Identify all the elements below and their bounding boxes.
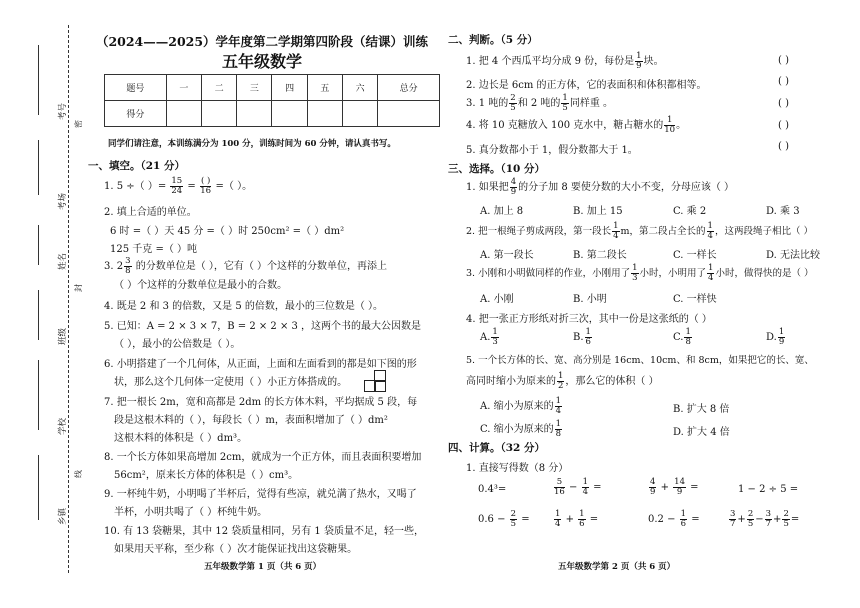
numerator: 2 <box>510 509 517 519</box>
denominator: 8 <box>685 337 691 347</box>
option[interactable]: B. 小明 <box>573 294 607 305</box>
fraction <box>554 478 565 497</box>
option[interactable] <box>673 328 693 347</box>
question-1-7-line3: 这根木料的体积是（ ）dm³。 <box>114 433 248 444</box>
side-label-mi: 密 <box>74 120 83 128</box>
denominator: 2 <box>558 381 564 391</box>
q-text: = <box>187 181 196 192</box>
denominator: 9 <box>636 61 642 71</box>
numerator: ( ) <box>200 176 211 186</box>
q-text: 0.2 − <box>648 514 676 525</box>
choice-question-3 <box>466 264 813 283</box>
denominator: 3 <box>492 337 498 347</box>
q-text: 2. 把一根绳子剪成两段，第一段长 <box>466 226 612 237</box>
judge-question-2: 2. 边长是 6cm 的正方体，它的表面积和体积都相等。 <box>466 80 707 91</box>
score-cell: 二 <box>201 75 236 101</box>
denominator: 24 <box>171 186 183 196</box>
denominator: 4 <box>613 231 619 241</box>
fraction <box>510 178 517 197</box>
fraction <box>578 510 585 529</box>
score-input-cell[interactable] <box>166 101 201 127</box>
denominator: 9 <box>510 187 517 197</box>
question-1-7-line2: 段是这根木料的（ ），每段长（ ）m，表面积增加了（ ）dm² <box>114 415 388 426</box>
numerator: 1 <box>582 477 588 487</box>
q-text: 和 2 吨的 <box>517 98 561 109</box>
question-1-6-line1: 6. 小明搭建了一个几何体，从正面，上面和左面看到的都是如下图的形 <box>104 359 417 370</box>
numerator: 1 <box>708 263 714 273</box>
answer-paren[interactable]: ( ) <box>778 76 789 87</box>
fraction <box>555 420 562 439</box>
numerator: 1 <box>613 221 619 231</box>
option[interactable]: C. 一样快 <box>673 294 717 305</box>
exam-title: （2024——2025）学年度第二学期第四阶段（结课）训练 <box>95 34 429 49</box>
fraction <box>491 328 498 347</box>
denominator: 4 <box>582 487 588 497</box>
denominator: 6 <box>579 519 585 529</box>
score-input-cell[interactable] <box>378 101 440 127</box>
numerator: 1 <box>555 419 562 429</box>
calc-item: $\frac{3}{7}$ + $\frac{2}{5}$ − $\frac{3}{7}$ + $\frac{2}{5}$ = <box>730 509 800 529</box>
fraction <box>680 510 687 529</box>
option[interactable] <box>766 328 786 347</box>
numerator: 3 <box>765 509 772 519</box>
fraction <box>200 177 211 196</box>
numerator: 1 <box>664 116 675 126</box>
denominator: 16 <box>200 186 212 196</box>
fraction <box>782 510 789 529</box>
denominator: 16 <box>554 487 565 497</box>
option-letter: A. <box>480 332 491 343</box>
fill-line[interactable] <box>38 360 39 430</box>
calc-item: $\frac{1}{4}$ + $\frac{1}{6}$ = <box>555 509 599 529</box>
denominator: 8 <box>555 429 562 439</box>
q-text: 小时，小明用了 <box>639 268 707 279</box>
fraction <box>649 478 656 497</box>
numerator: 2 <box>783 509 789 519</box>
score-input-cell[interactable] <box>272 101 307 127</box>
judge-question-4 <box>466 116 686 135</box>
numerator: 1 <box>579 509 585 519</box>
answer-paren[interactable]: ( ) <box>778 98 789 109</box>
question-1-6-line2: 状，那么这个几何体一定使用（ ）小正方体搭成的。 <box>114 377 348 388</box>
q-text: 高同时缩小为原来的 <box>466 376 556 387</box>
option[interactable]: B. 扩大 8 倍 <box>673 404 730 415</box>
denominator: 4 <box>707 231 713 241</box>
question-1-7-line1: 7. 把一根长 2m，宽和高都是 2dm 的长方体木料，平均据成 5 段，每 <box>104 397 418 408</box>
denominator: 10 <box>664 125 676 135</box>
q-text: 的分数单位是（ ），它有（ ）个这样的分数单位，再添上 <box>132 261 388 272</box>
score-cell: 五 <box>307 75 342 101</box>
q-text: ，这两段绳子相比（ ） <box>714 226 813 237</box>
denominator: 4 <box>555 406 562 416</box>
fraction <box>557 372 564 391</box>
numerator: 1 <box>685 327 691 337</box>
q-text: 小时，做得快的是（ ） <box>715 268 814 279</box>
numerator: 2 <box>510 93 516 103</box>
denominator: 6 <box>680 519 687 529</box>
calc-item: 0.4³= <box>478 484 507 495</box>
option[interactable]: A. 加上 8 <box>480 206 524 217</box>
figure-square <box>374 380 386 392</box>
fraction <box>765 510 772 529</box>
option[interactable]: D. 扩大 4 倍 <box>673 427 730 438</box>
q-text: ，那么它的体积（ ） <box>565 376 659 387</box>
judge-question-1 <box>466 52 664 71</box>
option-letter: D. <box>766 332 777 343</box>
numerator: 1 <box>562 93 568 103</box>
numerator: 4 <box>510 177 517 187</box>
score-cell: 题号 <box>105 75 167 101</box>
numerator: 1 <box>492 327 498 337</box>
score-table-header-row <box>105 75 440 101</box>
fraction <box>510 510 517 529</box>
fraction <box>664 116 675 135</box>
question-1-2-line1: 6 时 =（ ）天 45 分 =（ ）时 250cm² =（ ）dm² <box>110 226 345 237</box>
denominator: 4 <box>708 273 714 283</box>
denominator: 8 <box>125 266 131 276</box>
option[interactable]: B. 加上 15 <box>573 206 623 217</box>
side-label-kaochang: 考场 <box>58 192 68 210</box>
score-input-cell[interactable] <box>237 101 272 127</box>
question-1-8-line1: 8. 一个长方体如果高增加 2cm，就成为一个正方体，而且表面积要增加 <box>104 452 422 463</box>
option-letter: B. <box>573 332 584 343</box>
binding-margin <box>0 0 83 608</box>
fill-line[interactable] <box>38 45 39 115</box>
option[interactable]: D. 无法比较 <box>766 250 821 261</box>
choice-question-4: 4. 把一张正方形纸对折三次，其中一份是这张纸的（ ） <box>466 314 712 325</box>
fraction <box>673 478 686 497</box>
section-3-title: 三、选择。（10 分） <box>448 163 546 175</box>
fill-line[interactable] <box>38 455 39 520</box>
numerator: 1 <box>632 263 638 273</box>
numerator: 5 <box>554 478 565 488</box>
fraction <box>684 328 691 347</box>
choice-question-1 <box>466 178 734 197</box>
numerator: 1 <box>707 221 713 231</box>
choice-question-2 <box>466 222 813 241</box>
option[interactable] <box>573 328 593 347</box>
fraction <box>582 478 589 497</box>
fraction <box>747 510 754 529</box>
denominator: 3 <box>632 273 638 283</box>
question-1-3-line2: （ ）个这样的分数单位是最小的合数。 <box>114 280 288 291</box>
fraction <box>561 94 568 113</box>
cut-line <box>68 25 69 573</box>
side-label-xian: 线 <box>74 470 83 478</box>
question-1-1 <box>104 177 252 196</box>
section-1-title: 一、填空。（21 分） <box>88 160 186 172</box>
numerator: 1 <box>778 327 785 337</box>
question-1-8-line2: 56cm²，原来长方体的体积是（ ）cm³。 <box>114 470 299 481</box>
question-1-9-line2: 半杯，小明共喝了（ ）杯纯牛奶。 <box>114 507 268 518</box>
section-4-title: 四、计算。（32 分） <box>448 442 546 454</box>
option[interactable] <box>480 397 563 416</box>
fraction <box>509 94 516 113</box>
side-label-xingming: 姓名 <box>58 252 68 270</box>
score-cell: 六 <box>343 75 378 101</box>
calc-item: 0.2 − $\frac{1}{6}$ = <box>648 509 700 529</box>
q-text: 。 <box>676 120 687 131</box>
question-1-5-line1: 5. 已知：A = 2 × 3 × 7，B = 2 × 2 × 3 ，这两个书的最大公因数是 <box>104 321 422 332</box>
calc-item: 0.6 − $\frac{2}{5}$ = <box>478 509 530 529</box>
numerator: 3 <box>125 256 131 266</box>
q-text: 3. 小刚和小明做同样的作业，小刚用了 <box>466 268 631 279</box>
side-label-feng: 封 <box>74 284 83 292</box>
side-label-xuexiao: 学校 <box>58 417 68 435</box>
fraction <box>585 328 592 347</box>
option[interactable]: B. 第二段长 <box>573 250 627 261</box>
answer-paren[interactable]: ( ) <box>778 55 789 66</box>
q-text: 的分子加 8 要使分数的大小不变，分母应该（ ） <box>518 182 735 193</box>
score-table <box>104 74 440 127</box>
score-cell: 一 <box>166 75 201 101</box>
fraction <box>124 257 131 276</box>
denominator: 9 <box>650 487 656 497</box>
score-cell: 总分 <box>378 75 440 101</box>
q-text: 3. 2 <box>104 261 124 272</box>
denominator: 5 <box>783 519 789 529</box>
denominator: 9 <box>676 487 683 497</box>
calc-item: 1 − 2 ÷ 5 = <box>738 484 799 495</box>
choice-question-5-line1: 5. 一个长方体的长、宽、高分别是 16cm、10cm、和 8cm，如果把它的长、宽、 <box>466 355 814 366</box>
option[interactable]: A. 第一段长 <box>480 250 534 261</box>
denominator: 4 <box>555 519 561 529</box>
fraction <box>631 264 638 283</box>
question-1-9-line1: 9. 一杯纯牛奶，小明喝了半杯后，觉得有些凉，就兑满了热水，又喝了 <box>104 489 417 500</box>
fraction <box>635 52 642 71</box>
fraction <box>612 222 619 241</box>
calc-subtitle: 1. 直接写得数（8 分） <box>466 463 569 474</box>
q-text: 1. 5 ÷（ ）= <box>104 181 167 192</box>
q-text: 3. 1 吨的 <box>466 98 509 109</box>
score-cell: 三 <box>237 75 272 101</box>
section-2-title: 二、判断。（5 分） <box>448 34 538 46</box>
score-input-cell[interactable] <box>201 101 236 127</box>
option[interactable]: C. 乘 2 <box>673 206 707 217</box>
numerator: 1 <box>636 51 642 61</box>
fraction <box>170 177 183 196</box>
q-text: 0.6 − <box>478 514 506 525</box>
score-cell: 四 <box>272 75 307 101</box>
fraction <box>554 510 561 529</box>
judge-question-5: 5. 真分数都小于 1，假分数都大于 1。 <box>466 145 638 156</box>
denominator: 7 <box>765 519 772 529</box>
fraction <box>707 222 714 241</box>
q-text: 同样重 。 <box>569 98 614 109</box>
denominator: 6 <box>585 337 591 347</box>
fraction <box>729 510 736 529</box>
side-label-kaohao: 考号 <box>58 102 68 120</box>
denominator: 9 <box>778 337 785 347</box>
fraction <box>707 264 714 283</box>
fill-line[interactable] <box>38 140 39 195</box>
q-text: m，第二段占全长的 <box>620 226 706 237</box>
numerator: 1 <box>558 371 564 381</box>
numerator: 15 <box>171 176 183 186</box>
numerator: 14 <box>674 477 685 487</box>
q-text: 1. 如果把 <box>466 182 509 193</box>
question-1-2-line2: 125 千克 =（ ）吨 <box>110 244 198 255</box>
option[interactable] <box>480 328 500 347</box>
numerator: 3 <box>730 509 736 519</box>
q-text: 块。 <box>643 56 664 67</box>
numerator: 1 <box>555 396 562 406</box>
denominator: 5 <box>510 103 516 113</box>
option-letter: C. <box>673 332 684 343</box>
numerator: 2 <box>747 509 754 519</box>
fill-line[interactable] <box>38 290 39 340</box>
answer-paren[interactable]: ( ) <box>778 120 789 131</box>
judge-question-3 <box>466 94 613 113</box>
score-input-cell[interactable] <box>343 101 378 127</box>
question-1-3 <box>104 257 387 276</box>
option[interactable]: A. 小刚 <box>480 294 514 305</box>
denominator: 5 <box>562 103 568 113</box>
denominator: 5 <box>510 519 517 529</box>
option[interactable] <box>480 420 563 439</box>
question-1-2: 2. 填上合适的单位。 <box>104 207 197 218</box>
answer-paren[interactable]: ( ) <box>778 141 789 152</box>
option[interactable]: D. 乘 3 <box>766 206 800 217</box>
q-text: 1. 把 4 个西瓜平均分成 9 份，每份是 <box>466 56 635 67</box>
question-1-10-line1: 10. 有 13 袋糖果，其中 12 袋质量相同，另有 1 袋质量不足，轻一些， <box>104 526 424 537</box>
side-label-xiangzhen: 乡镇 <box>58 507 68 525</box>
score-cell: 得分 <box>105 101 167 127</box>
option-text: C. 缩小为原来的 <box>480 424 554 435</box>
option[interactable]: C. 一样长 <box>673 250 717 261</box>
question-1-10-line2: 如果用天平称，至少称（ ）次才能保证找出这袋糖果。 <box>114 544 358 555</box>
question-1-4: 4. 既是 2 和 3 的倍数，又是 5 的倍数，最小的三位数是（ ）。 <box>104 301 384 312</box>
page-2-footer: 五年级数学第 2 页（共 6 页） <box>558 562 676 572</box>
choice-question-5-line2 <box>466 372 659 391</box>
fraction <box>778 328 785 347</box>
numerator: 1 <box>555 509 561 519</box>
score-table-score-row <box>105 101 440 127</box>
side-label-banji: 班级 <box>58 327 68 345</box>
fill-line[interactable] <box>38 225 39 265</box>
exam-note: 同学们请注意，本训练满分为 100 分，训练时间为 60 分钟，请认真书写。 <box>108 139 396 149</box>
numerator: 1 <box>680 509 687 519</box>
q-text: =（ ）。 <box>215 181 253 192</box>
fraction <box>555 397 562 416</box>
page-1-footer: 五年级数学第 1 页（共 6 页） <box>204 562 322 572</box>
calc-item: $\frac{5}{16}$ − $\frac{1}{4}$ = <box>554 477 602 497</box>
numerator: 1 <box>585 327 591 337</box>
q-text: 4. 将 10 克糖放入 100 克水中，糖占糖水的 <box>466 120 664 131</box>
question-1-5-line2: （ ），最小的公倍数是（ ）。 <box>114 339 241 350</box>
score-input-cell[interactable] <box>307 101 342 127</box>
calc-item: $\frac{4}{9}$ + $\frac{14}{9}$ = <box>650 477 699 497</box>
option-text: A. 缩小为原来的 <box>480 401 554 412</box>
numerator: 4 <box>650 477 656 487</box>
exam-subtitle: 五年级数学 <box>221 52 302 71</box>
denominator: 7 <box>730 519 736 529</box>
denominator: 5 <box>747 519 754 529</box>
